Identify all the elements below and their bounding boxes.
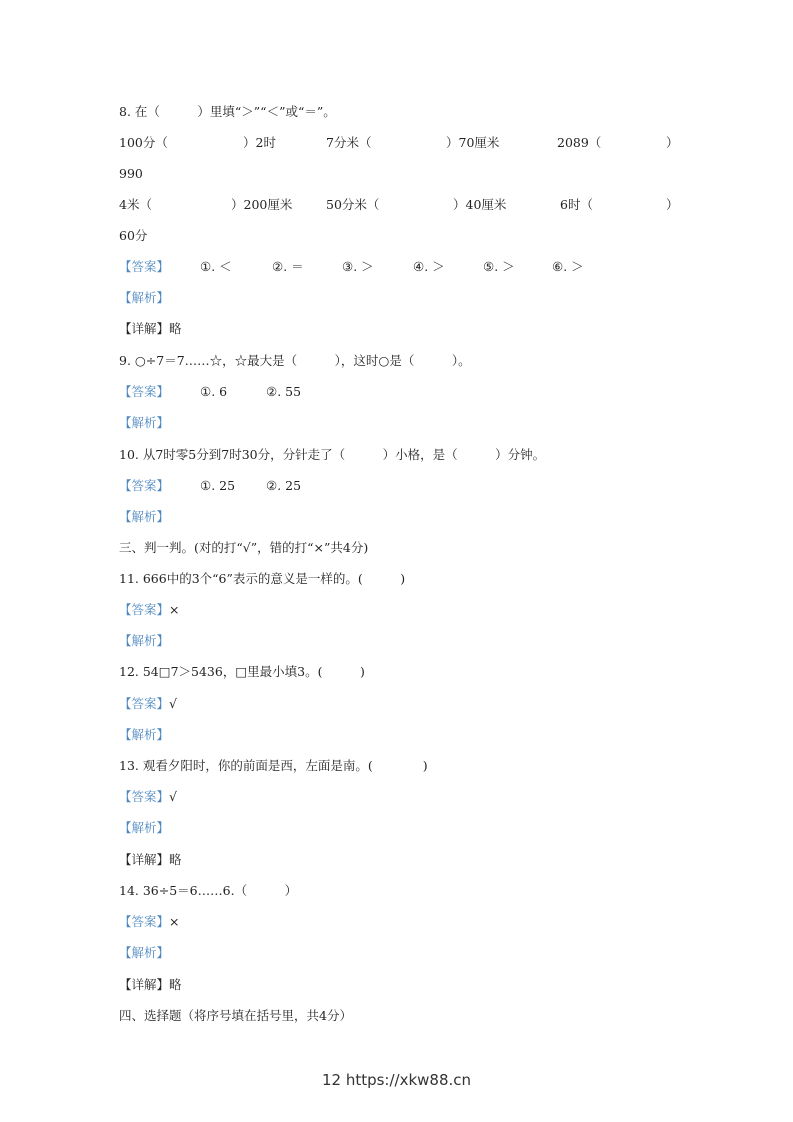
- q8-row1-c: 7分米（: [326, 135, 372, 150]
- analysis-label: 【解析】: [119, 633, 170, 648]
- q8-answer-4: ④. ＞: [413, 259, 445, 274]
- q8-answer-1: ①. ＜: [200, 259, 232, 274]
- q8-row1-cont: 990: [119, 166, 143, 181]
- q9-answer-1: ①. 6: [200, 384, 228, 399]
- answer-label: 【答案】: [119, 602, 170, 617]
- q8-row2-b: ）200厘米: [231, 197, 293, 212]
- answer-label: 【答案】: [119, 914, 170, 929]
- q9-answer-2: ②. 55: [266, 384, 302, 399]
- answer-label: 【答案】: [119, 259, 170, 274]
- q8-row2-d: ）40厘米: [453, 197, 507, 212]
- detail-label: 【详解】略: [119, 977, 182, 992]
- q10-title: 10. 从7时零5分到7时30分，分针走了（ ）小格，是（ ）分钟。: [119, 447, 546, 462]
- q10-answer-2: ②. 25: [266, 478, 302, 493]
- q12-answer: √: [169, 696, 177, 711]
- analysis-label: 【解析】: [119, 415, 170, 430]
- q11-title: 11. 666中的3个“6”表示的意义是一样的。( ): [119, 571, 406, 586]
- analysis-label: 【解析】: [119, 509, 170, 524]
- q13-answer: √: [169, 789, 177, 804]
- q8-row2-a: 4米（: [119, 197, 152, 212]
- q8-row2-c: 50分米（: [326, 197, 380, 212]
- page-footer: 12 https://xkw88.cn: [321, 1071, 472, 1089]
- q8-row2-f: ）: [666, 197, 679, 212]
- q8-row1-e: 2089（: [557, 135, 602, 150]
- answer-label: 【答案】: [119, 478, 170, 493]
- q12-title: 12. 54□7＞5436，□里最小填3。( ): [119, 664, 365, 679]
- answer-label: 【答案】: [119, 384, 170, 399]
- q14-title: 14. 36÷5＝6……6.（ ）: [119, 883, 298, 898]
- q8-answer-3: ③. ＞: [342, 259, 374, 274]
- q10-answer-1: ①. 25: [200, 478, 236, 493]
- q8-answer-5: ⑤. ＞: [483, 259, 515, 274]
- q8-answer-6: ⑥. ＞: [552, 259, 584, 274]
- q8-row2-cont: 60分: [119, 228, 148, 243]
- q13-title: 13. 观看夕阳时，你的前面是西，左面是南。( ): [119, 758, 428, 773]
- section-3-heading: 三、判一判。(对的打“√”，错的打“×”共4分): [119, 540, 369, 555]
- answer-label: 【答案】: [119, 696, 170, 711]
- analysis-label: 【解析】: [119, 727, 170, 742]
- analysis-label: 【解析】: [119, 290, 170, 305]
- detail-label: 【详解】略: [119, 321, 182, 336]
- q8-row2-e: 6时（: [560, 197, 593, 212]
- analysis-label: 【解析】: [119, 945, 170, 960]
- q8-title: 8. 在（ ）里填“＞”“＜”或“＝”。: [119, 104, 336, 119]
- q8-row1-f: ）: [666, 135, 679, 150]
- analysis-label: 【解析】: [119, 820, 170, 835]
- q9-title: 9. ○÷7＝7……☆，☆最大是（ ），这时○是（ ）。: [119, 353, 471, 368]
- q11-answer: ×: [169, 602, 180, 617]
- section-4-heading: 四、选择题（将序号填在括号里，共4分）: [119, 1008, 352, 1023]
- answer-label: 【答案】: [119, 789, 170, 804]
- q14-answer: ×: [169, 914, 180, 929]
- q8-row1-a: 100分（: [119, 135, 168, 150]
- q8-row1-b: ）2时: [243, 135, 276, 150]
- q8-row1-d: ）70厘米: [446, 135, 500, 150]
- q8-answer-2: ②. ＝: [272, 259, 304, 274]
- detail-label: 【详解】略: [119, 852, 182, 867]
